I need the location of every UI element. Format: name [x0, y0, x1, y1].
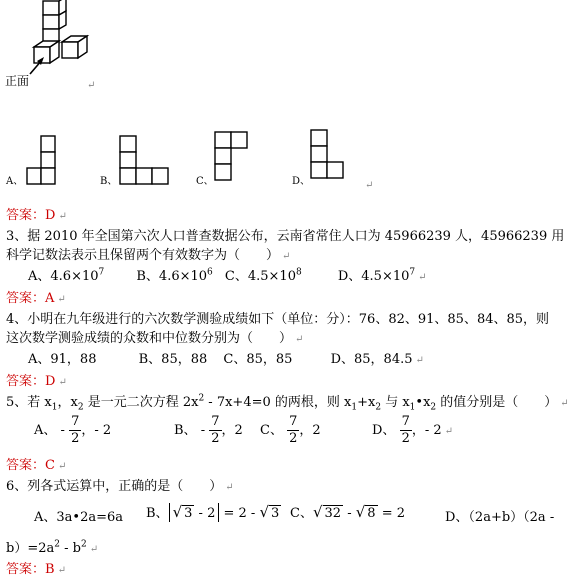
- view-b-figure: [118, 134, 170, 186]
- q6-option-a: A、3a•2a=6a: [34, 510, 124, 525]
- q4-line2: 这次数学测验成绩的众数和中位数分别为（ ） ↵: [6, 331, 304, 346]
- q3-options: A、$4.6\times 10^7$ B、$4.6\times 10^6$ C、$4.5\times 10^8$ D、$4.5\times 10^7$ ↵: [28, 267, 427, 284]
- q3-line2: 科学记数法表示且保留两个有效数字为（ ） ↵: [6, 248, 291, 263]
- q6-option-d: D、（2a+b）（2a -: [445, 510, 555, 525]
- q5-option-c: C、 $\frac{7}{2}$ ，2: [260, 414, 321, 446]
- q4-options: A、91，88 B、85，88 C、85，85 D、85，84.5 ↵: [28, 352, 424, 367]
- q5-stem: 5、若 $x_1$，$x_2$ 是一元二次方程 $2x^2 - 7x+4=0$ 的两根，则 $x_1+x_2$ 与 $x_1•x_2$ 的值分别是（ ） ↵: [6, 393, 569, 413]
- q4-option-d: D、85，84.5: [330, 352, 413, 367]
- front-label: 正面: [5, 74, 30, 88]
- absolute-value: √ 3 - 2: [169, 503, 220, 522]
- answer-q3: 答案：A ↵: [6, 291, 66, 306]
- q6-option-c: C、√ 32 - √ 8 = 2: [290, 503, 406, 521]
- view-a-figure: [25, 134, 65, 186]
- cube-stack-figure: [24, 0, 94, 80]
- q3-option-d: D、$4.5\times 10^7$: [337, 267, 416, 284]
- answer-q6: 答案：B ↵: [6, 562, 66, 577]
- q4-option-a: A、91，88: [28, 352, 97, 367]
- fraction: $\frac{7}{2}$: [289, 414, 298, 446]
- answer-q4: 答案：D ↵: [6, 374, 67, 389]
- fraction: $\frac{7}{2}$: [401, 414, 410, 446]
- option-c: C、: [196, 176, 214, 187]
- answer-q2: 答案：D ↵: [6, 208, 67, 223]
- cube-column: [43, 0, 66, 43]
- q3-line1: 3、据 2010 年全国第六次人口普查数据公布，云南省常住人口为 45966239 人，45966239 用: [6, 229, 565, 244]
- view-d-figure: [309, 128, 349, 186]
- q6-option-b: B、 √ 3 - 2 = 2 - √ 3: [146, 503, 280, 521]
- fraction: $\frac{7}{2}$: [211, 414, 220, 446]
- option-b: B、: [100, 176, 118, 187]
- q4-option-b: B、85，88: [138, 352, 208, 367]
- q6-option-d-cont: $b)=2a^2 - b^2$ ↵: [6, 539, 99, 556]
- q6-stem: 6、列各式运算中，正确的是（ ） ↵: [6, 479, 234, 494]
- fraction: $\frac{7}{2}$: [71, 414, 80, 446]
- q5-option-d: D、 $\frac{7}{2}$ ，- 2 ↵: [372, 414, 454, 446]
- q4-option-c: C、85，85: [223, 352, 293, 367]
- return-mark: ↵: [87, 80, 96, 91]
- option-a: A、: [6, 176, 24, 187]
- q5-option-b: B、 - $\frac{7}{2}$ ，2: [174, 414, 243, 446]
- return-mark: ↵: [365, 180, 374, 191]
- answer-q5: 答案：C ↵: [6, 458, 67, 473]
- q3-option-b: B、$4.6\times 10^6$: [136, 267, 213, 284]
- q5-option-a: A、 - $\frac{7}{2}$ ，- 2: [34, 414, 112, 446]
- q3-option-c: C、$4.5\times 10^8$: [224, 267, 302, 284]
- option-d: D、: [292, 176, 311, 187]
- view-c-figure: [213, 130, 253, 184]
- q3-option-a: A、$4.6\times 10^7$: [28, 267, 105, 284]
- q4-line1: 4、小明在九年级进行的六次数学测验成绩如下（单位：分）：76、82、91、85、84、85，则: [6, 312, 550, 327]
